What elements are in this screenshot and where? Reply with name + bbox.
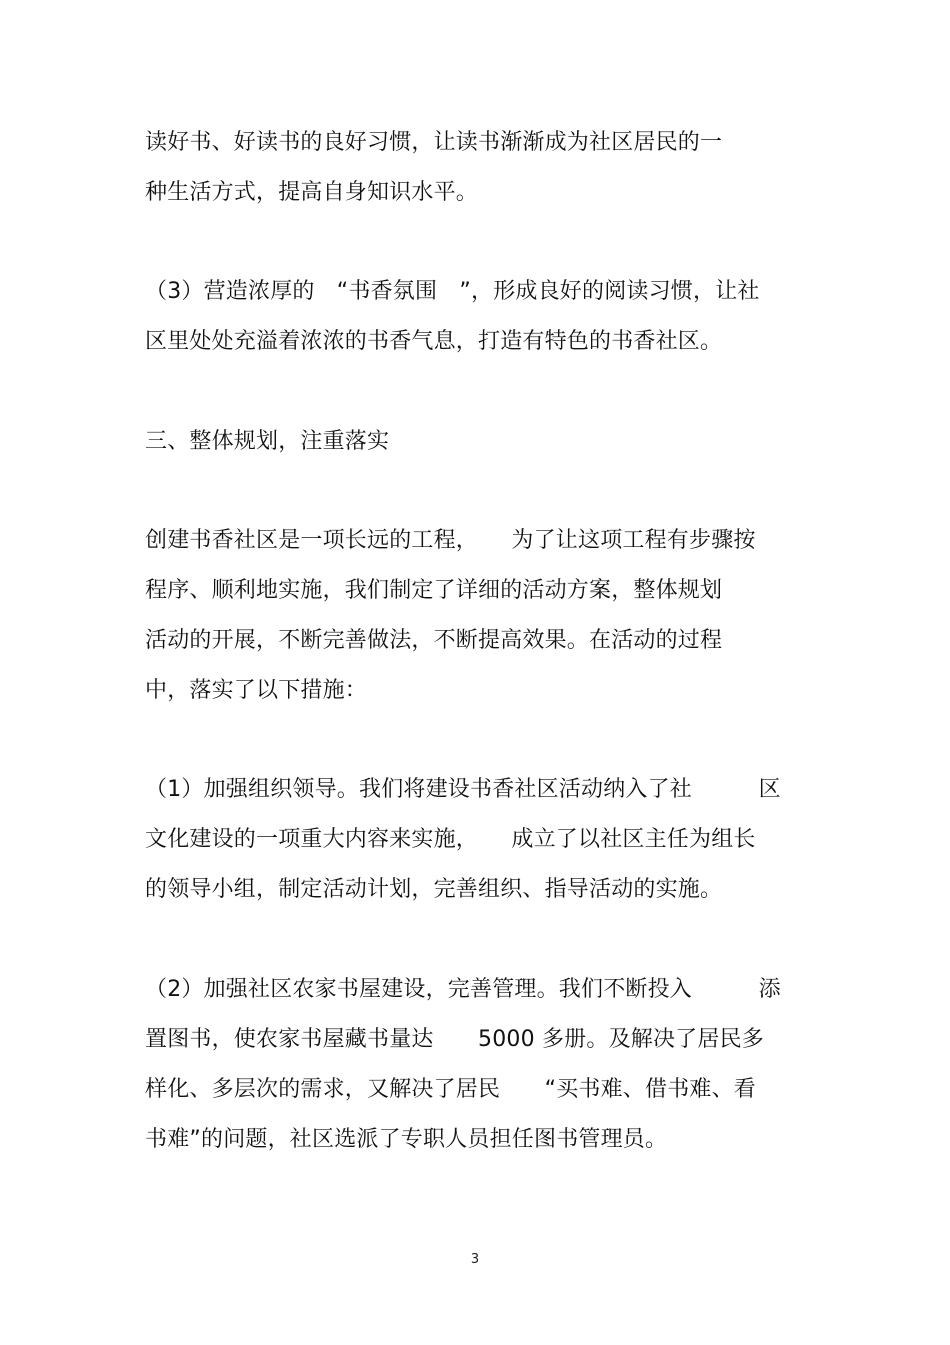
body-text-line: 的领导小组，制定活动计划，完善组织、指导活动的实施。 — [145, 877, 723, 902]
body-text-line: 活动的开展，不断完善做法，不断提高效果。在活动的过程 — [145, 628, 723, 653]
body-text-line: 样化、多层次的需求，又解决了居民 “买书难、借书难、看 — [145, 1077, 756, 1102]
body-text-line: （3）营造浓厚的 “书香氛围 ”，形成良好的阅读习惯，让社 — [145, 279, 760, 304]
body-text-line: 文化建设的一项重大内容来实施， 成立了以社区主任为组长 — [145, 827, 756, 852]
body-text-line: 读好书、好读书的良好习惯，让读书渐渐成为社区居民的一 — [145, 130, 723, 155]
page-number: 3 — [470, 1252, 480, 1267]
body-text-line: 区里处处充溢着浓浓的书香气息，打造有特色的书香社区。 — [145, 329, 723, 354]
body-text-line: 程序、顺利地实施，我们制定了详细的活动方案，整体规划 — [145, 578, 723, 603]
section-heading: 三、整体规划，注重落实 — [145, 429, 390, 454]
body-text-line: 置图书，使农家书屋藏书量达 5000 多册。及解决了居民多 — [145, 1027, 764, 1052]
body-text-line: 书难”的问题，社区选派了专职人员担任图书管理员。 — [145, 1127, 668, 1152]
body-text-line: 中，落实了以下措施： — [145, 678, 368, 703]
body-text-line: （2）加强社区农家书屋建设，完善管理。我们不断投入 添 — [145, 977, 781, 1002]
body-text-line: （1）加强组织领导。我们将建设书香社区活动纳入了社 区 — [145, 777, 781, 802]
body-text-line: 创建书香社区是一项长远的工程， 为了让这项工程有步骤按 — [145, 528, 756, 553]
body-text-line: 种生活方式，提高自身知识水平。 — [145, 180, 479, 205]
